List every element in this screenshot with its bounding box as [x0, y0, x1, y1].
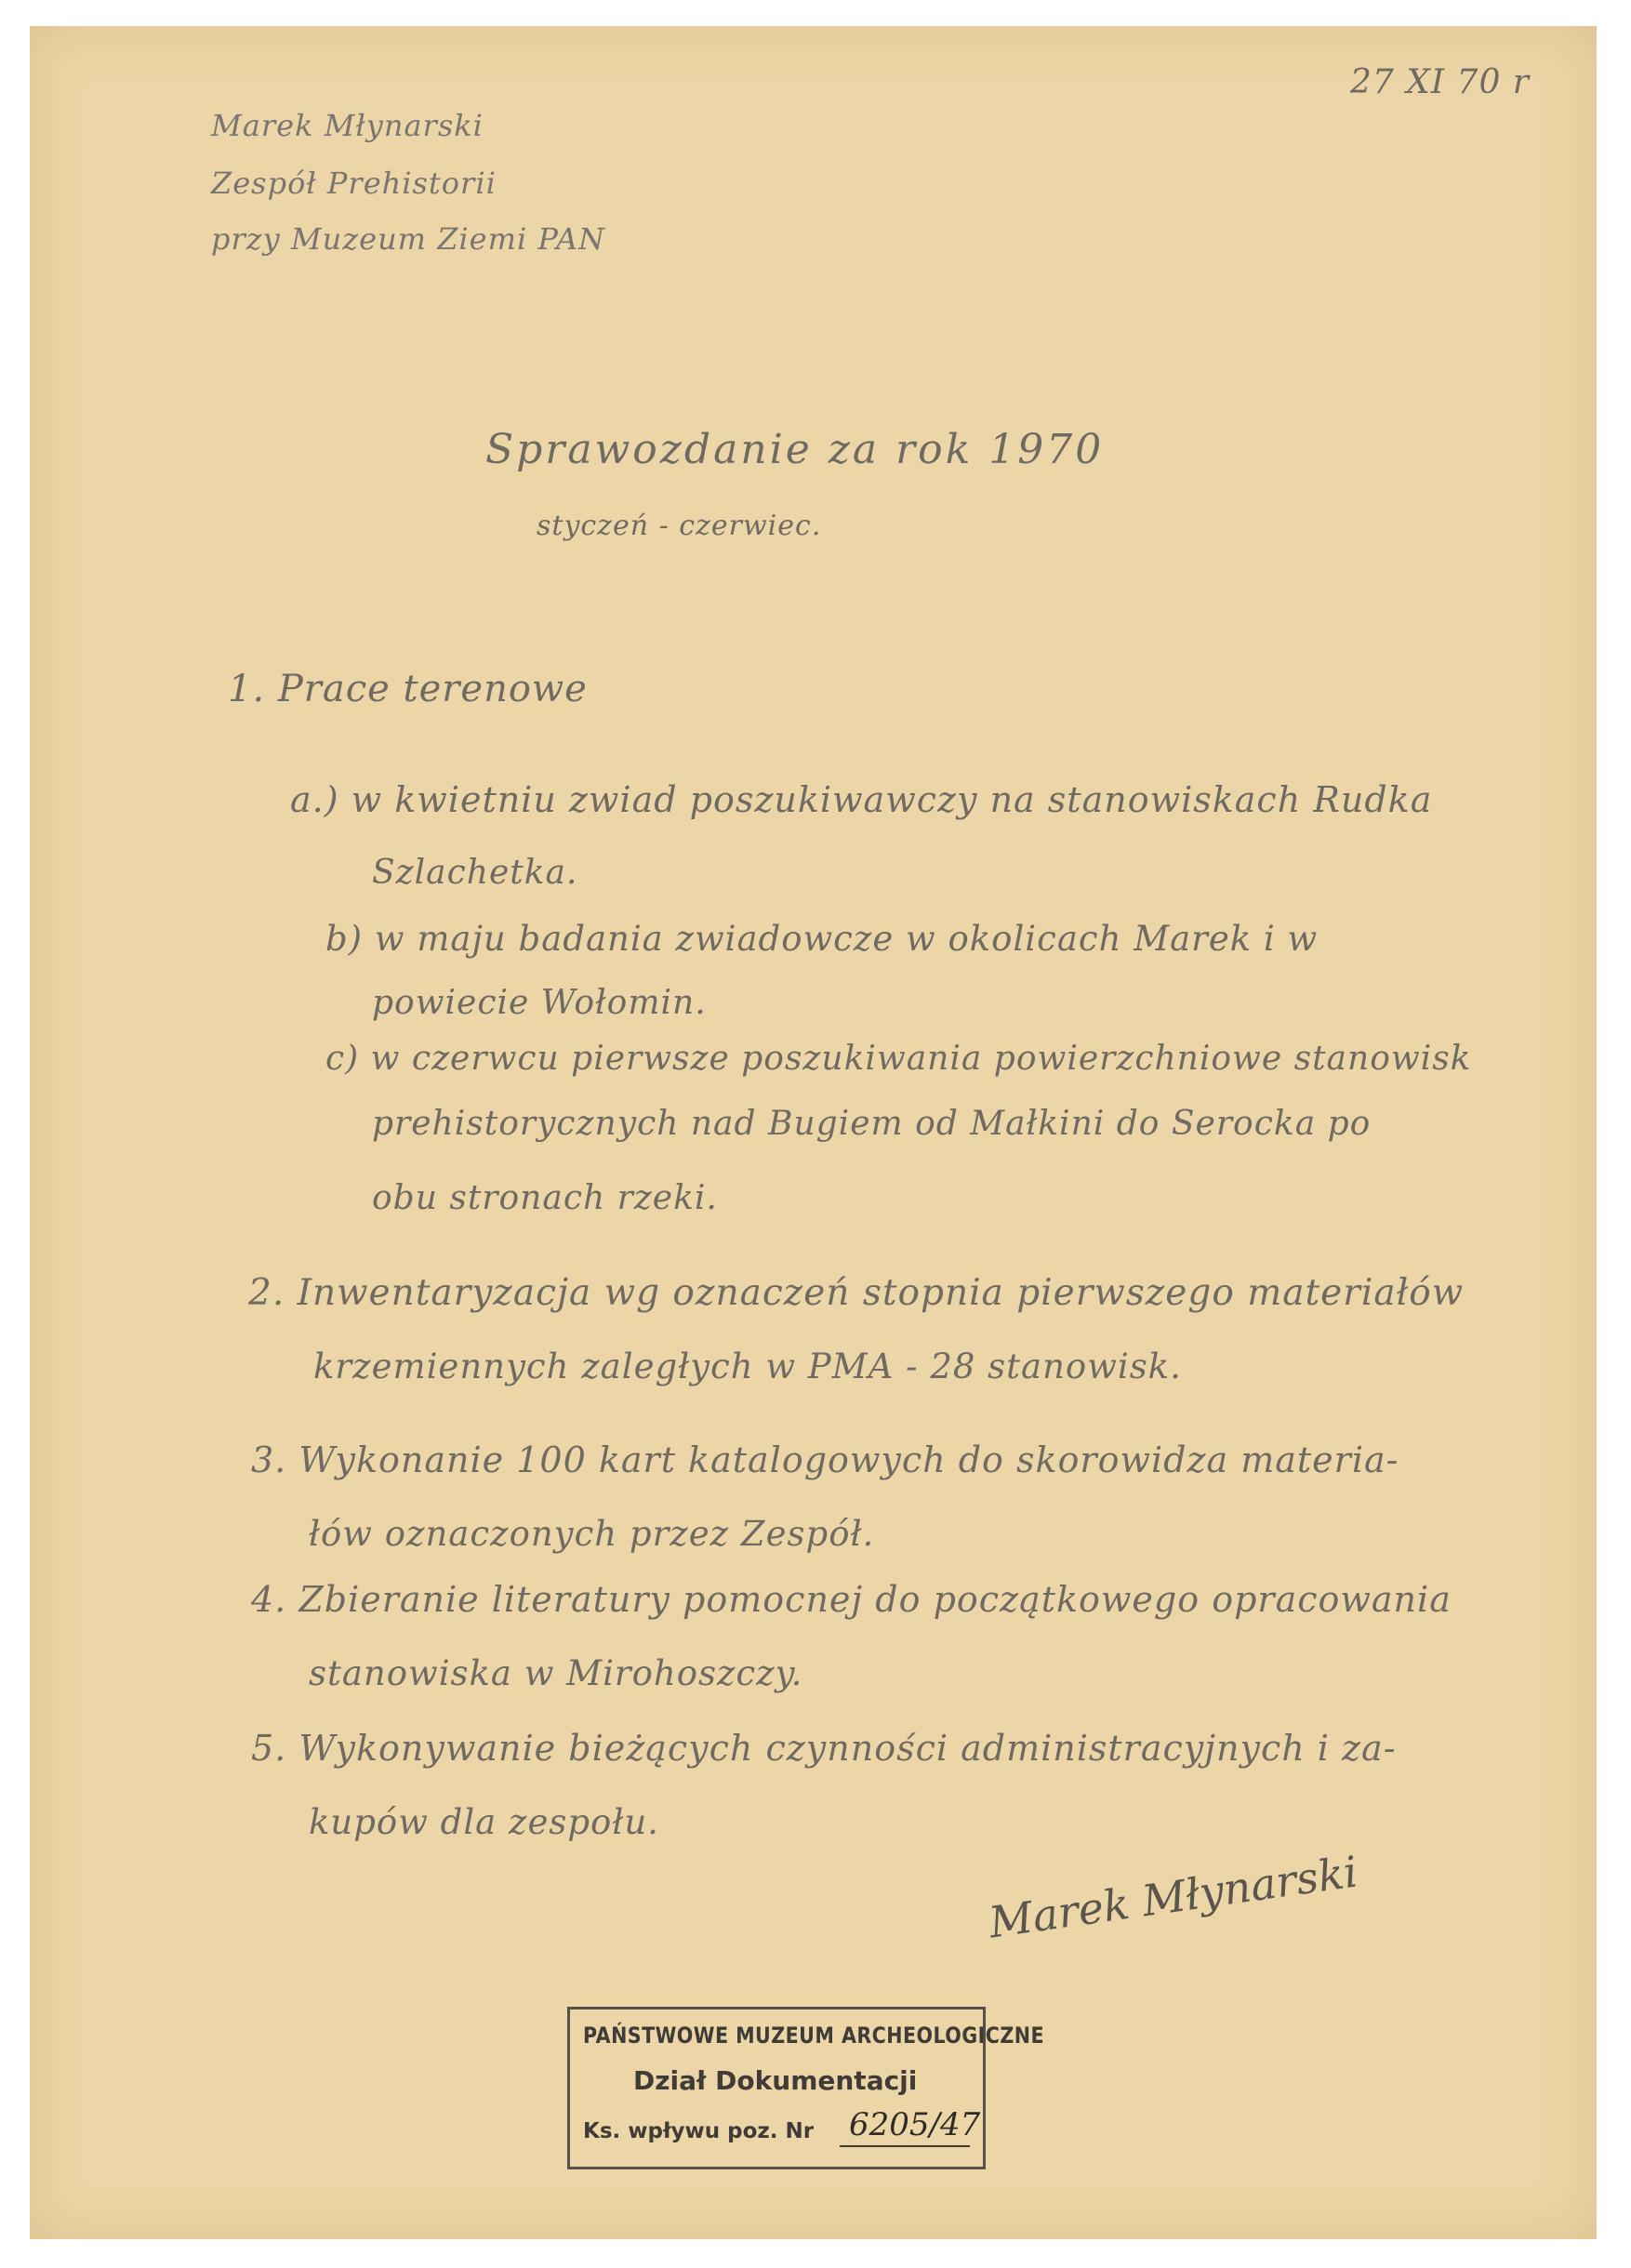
stamp-museum-name: PAŃSTWOWE MUZEUM ARCHEOLOGICZNE — [583, 2023, 1044, 2049]
list-item: krzemiennych zaległych w PMA - 28 stanowisk. — [313, 1346, 1182, 1386]
signature: Marek Młynarski — [986, 1846, 1361, 1948]
list-item: 3. Wykonanie 100 kart katalogowych do skorowidza materia- — [251, 1439, 1399, 1480]
archive-stamp — [567, 2007, 1044, 2169]
stamp-department: Dział Dokumentacji — [633, 2065, 918, 2096]
list-item: 2. Inwentaryzacja wg oznaczeń stopnia pierwszego materiałów — [248, 1272, 1465, 1314]
list-item: 5. Wykonywanie bieżących czynności administracyjnych i za- — [251, 1728, 1397, 1769]
report-title: Sprawozdanie za rok 1970 — [485, 426, 1105, 473]
report-period: styczeń - czerwiec. — [537, 510, 822, 542]
list-item: obu stronach rzeki. — [372, 1179, 718, 1217]
list-item: b) w maju badania zwiadowcze w okolicach Marek i w — [325, 919, 1319, 959]
list-item: prehistorycznych nad Bugiem od Małkini do Serocka po — [372, 1105, 1372, 1143]
date-note: 27 XI 70 r — [1350, 63, 1531, 101]
stamp-entry-number: 6205/47 — [849, 2106, 981, 2143]
list-item: c) w czerwcu pierwsze poszukiwania powierzchniowe stanowisk — [325, 1040, 1472, 1078]
list-item: a.) w kwietniu zwiad poszukiwawczy na stanowiskach Rudka — [290, 779, 1433, 820]
document-page — [30, 26, 1597, 2239]
list-item: powiecie Wołomin. — [372, 984, 707, 1022]
list-item: 1. Prace terenowe — [228, 668, 588, 710]
list-item: kupów dla zespołu. — [309, 1802, 659, 1842]
list-item: Szlachetka. — [372, 854, 578, 892]
team-name: Zespół Prehistorii — [211, 166, 497, 201]
list-item: 4. Zbieranie literatury pomocnej do początkowego opracowania — [251, 1579, 1452, 1620]
list-item: łów oznaczonych przez Zespół. — [309, 1514, 875, 1554]
stamp-underline — [840, 2145, 970, 2147]
stamp-entry-label: Ks. wpływu poz. Nr — [583, 2119, 815, 2143]
list-item: stanowiska w Mirohoszczy. — [309, 1653, 803, 1693]
author-name: Marek Młynarski — [211, 108, 484, 143]
institution-name: przy Muzeum Ziemi PAN — [211, 221, 606, 257]
